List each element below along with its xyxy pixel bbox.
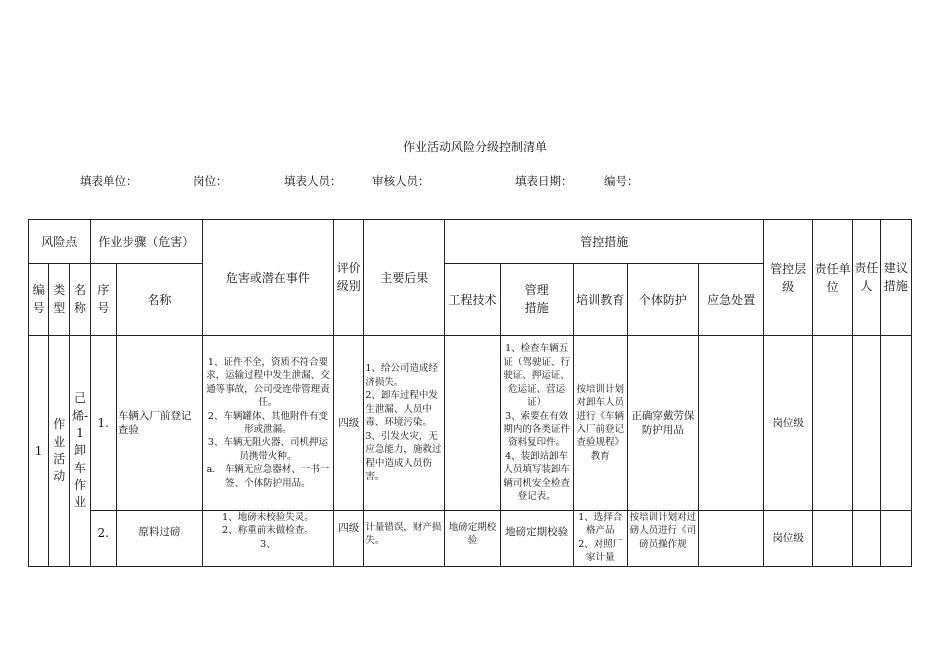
table-row bbox=[29, 511, 912, 567]
row-consequence: 1、给公司造成经济损失。 2、卸车过程中发生泄漏、人员中毒、环境污染。 3、引发火灾，无应急能力，施救过程中造成人员伤害。 bbox=[364, 336, 445, 511]
row-ppe: 按培训计划对过磅人员进行《司磅员操作规 bbox=[628, 511, 699, 567]
header-step-name: 名称 bbox=[116, 264, 202, 336]
row-suggested-measures bbox=[880, 336, 911, 511]
fill-date-label: 填表日期： bbox=[515, 174, 573, 188]
row-hazard: 1、证件不全，资质不符合要求，运输过程中发生泄漏、交通等事故，公司受连带管理责任。 2、车辆罐体、其他附件有变形或泄漏。 3、车辆无阻火器、司机押运员携带火种。 a. 车辆无应急器材、一书一签、个体防护用品。 bbox=[202, 336, 333, 511]
row-emergency bbox=[698, 336, 764, 511]
group-name: 己烯-1卸车作业 bbox=[70, 336, 90, 567]
header-hazard: 危害或潜在事件 bbox=[202, 220, 333, 336]
row-control-level: 岗位级 bbox=[764, 511, 812, 567]
header-training: 培训教育 bbox=[573, 264, 628, 336]
header-responsible-unit: 责任单位 bbox=[812, 220, 852, 336]
header-control-measures: 管控措施 bbox=[445, 220, 764, 264]
row-step-name: 原料过磅 bbox=[116, 511, 202, 567]
row-ppe: 正确穿戴劳保防护用品 bbox=[628, 336, 699, 511]
risk-control-table bbox=[28, 219, 912, 567]
post-label: 岗位： bbox=[193, 174, 228, 188]
header-type: 类型 bbox=[49, 264, 70, 336]
fill-unit-label: 填表单位： bbox=[80, 174, 138, 188]
row-training: 按培训计划 对卸车人员进行《车辆入厂前登记查验规程》教育 bbox=[573, 336, 628, 511]
reviewer-label: 审核人员： bbox=[372, 174, 430, 188]
row-engineering: 地磅定期校验 bbox=[445, 511, 501, 567]
group-number: 1 bbox=[29, 336, 49, 567]
header-emergency: 应急处置 bbox=[698, 264, 764, 336]
header-suggested-measures: 建议措施 bbox=[880, 220, 911, 336]
row-step-name: 车辆入厂前登记查验 bbox=[116, 336, 202, 511]
header-work-steps: 作业步骤（危害） bbox=[90, 220, 202, 264]
row-responsible-unit bbox=[812, 336, 852, 511]
row-management: 地磅定期校验 bbox=[500, 511, 573, 567]
table-row bbox=[29, 336, 912, 511]
header-number: 编号 bbox=[29, 264, 49, 336]
header-ppe: 个体防护 bbox=[628, 264, 699, 336]
row-sequence: 1. bbox=[90, 336, 116, 511]
header-name: 名称 bbox=[70, 264, 90, 336]
page-title: 作业活动风险分级控制清单 bbox=[402, 140, 547, 154]
row-emergency bbox=[698, 511, 764, 567]
row-hazard: 1、地磅未校验失灵。 2、称重前未做检查。 3、 bbox=[202, 511, 333, 567]
header-risk-point: 风险点 bbox=[29, 220, 91, 264]
header-evaluation-level: 评价级别 bbox=[334, 220, 364, 336]
header-responsible-person: 责任人 bbox=[853, 220, 880, 336]
filler-label: 填表人员： bbox=[284, 174, 342, 188]
header-control-level: 管控层级 bbox=[764, 220, 812, 336]
group-type: 作业活动 bbox=[49, 336, 70, 567]
row-responsible-person bbox=[853, 336, 880, 511]
row-sequence: 2. bbox=[90, 511, 116, 567]
header-engineering: 工程技术 bbox=[445, 264, 501, 336]
header-main-consequence: 主要后果 bbox=[364, 220, 445, 336]
row-suggested-measures bbox=[880, 511, 911, 567]
row-engineering bbox=[445, 336, 501, 511]
row-consequence: 计量错误，财产损失。 bbox=[364, 511, 445, 567]
row-control-level: 岗位级 bbox=[764, 336, 812, 511]
row-evaluation-level: 四级 bbox=[334, 511, 364, 567]
row-management: 1、检查车辆五证（驾驶证、行驶证、押运证、危运证、营运证） 3、索要在有效期内的各类证件资料复印件。 4、装卸站卸车人员填写装卸车辆司机安全检查登记表。 bbox=[500, 336, 573, 511]
row-responsible-unit bbox=[812, 511, 852, 567]
row-training: 1、选择合格产品 2、对照厂家计量 bbox=[573, 511, 628, 567]
row-evaluation-level: 四级 bbox=[334, 336, 364, 511]
number-label: 编号： bbox=[604, 174, 639, 188]
header-management: 管理措施 bbox=[500, 264, 573, 336]
row-responsible-person bbox=[853, 511, 880, 567]
header-sequence: 序号 bbox=[90, 264, 116, 336]
